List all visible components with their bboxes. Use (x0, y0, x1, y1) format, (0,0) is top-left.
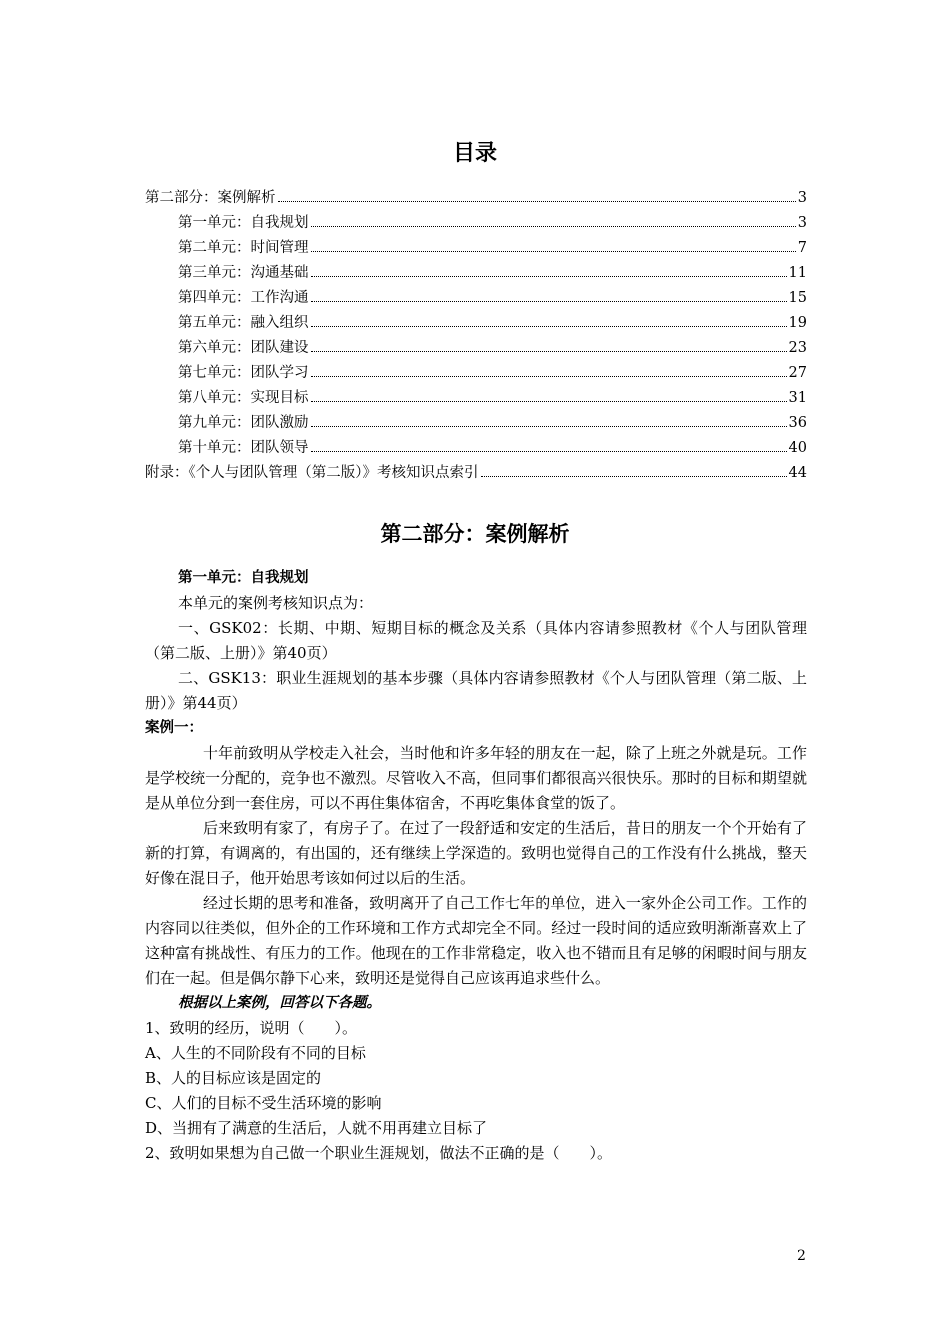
toc-entry[interactable]: 第六单元：团队建设 23 (145, 326, 807, 351)
toc-entry[interactable]: 第二单元：时间管理 7 (145, 226, 807, 251)
toc-leader-dots (311, 326, 787, 352)
knowledge-point: 二、GSK13：职业生涯规划的基本步骤（具体内容请参照教材《个人与团队管理（第二版、上册）》第44页） (145, 669, 807, 712)
section-body (145, 566, 807, 1166)
case-paragraph: 后来致明有家了，有房子了。在过了一段舒适和安定的生活后，昔日的朋友一个个开始有了新的打算，有调离的，有出国的，还有继续上学深造的。致明也觉得自己的工作没有什么挑战，整天好像在混日子，他开始思考该如何过以后的生活。 (145, 819, 807, 887)
toc-leader-dots (311, 251, 787, 277)
knowledge-point: 一、GSK02：长期、中期、短期目标的概念及关系（具体内容请参照教材《个人与团队管理（第二版、上册）》第40页） (145, 619, 807, 662)
toc-entry[interactable]: 第九单元：团队激励 36 (145, 401, 807, 426)
toc-entry[interactable]: 第五单元：融入组织 19 (145, 301, 807, 326)
answer-option: B、人的目标应该是固定的 (145, 1069, 322, 1087)
answer-option: D、当拥有了满意的生活后，人就不用再建立目标了 (145, 1119, 488, 1137)
instruction-text: 根据以上案例，回答以下各题。 (178, 995, 381, 1011)
toc-leader-dots (311, 401, 787, 427)
toc-entry[interactable]: 第八单元：实现目标 31 (145, 376, 807, 401)
question: 1、致明的经历，说明（ ）。 (145, 1019, 358, 1037)
intro-text: 本单元的案例考核知识点为： (178, 594, 374, 612)
section-title: 第二部分：案例解析 (380, 522, 570, 546)
page-number: 2 (797, 1248, 806, 1264)
toc-title: 目录 (452, 141, 497, 166)
case-label: 案例一： (145, 720, 203, 736)
answer-option: C、人们的目标不受生活环境的影响 (145, 1094, 382, 1112)
toc-entry[interactable]: 第一单元：自我规划 3 (145, 201, 807, 226)
toc-entry[interactable]: 第七单元：团队学习 27 (145, 351, 807, 376)
toc-leader-dots (311, 301, 787, 327)
toc-leader-dots (311, 376, 787, 402)
question: 2、致明如果想为自己做一个职业生涯规划，做法不正确的是（ ）。 (145, 1144, 613, 1162)
toc-entry[interactable]: 第二部分：案例解析 3 (145, 176, 807, 201)
answer-option: A、人生的不同阶段有不同的目标 (145, 1044, 366, 1062)
toc-leader-dots (311, 276, 787, 302)
unit-title: 第一单元：自我规划 (178, 570, 309, 586)
toc-leader-dots (311, 201, 796, 227)
toc-entry[interactable]: 第三单元：沟通基础 11 (145, 251, 807, 276)
case-paragraph: 经过长期的思考和准备，致明离开了自己工作七年的单位，进入一家外企公司工作。工作的内容同以往类似，但外企的工作环境和工作方式却完全不同。经过一段时间的适应致明渐渐喜欢上了这种富有挑战性、有压力的工作。他现在的工作非常稳定，收入也不错而且有足够的闲暇时间与朋友们在一起。但是偶尔静下心来，致明还是觉得自己应该再追求些什么。 (145, 894, 807, 987)
toc-entry[interactable]: 附录：《个人与团队管理（第二版）》考核知识点索引 44 (145, 451, 807, 476)
toc-leader-dots (311, 351, 787, 377)
table-of-contents (145, 176, 807, 481)
toc-entry[interactable]: 第四单元：工作沟通 15 (145, 276, 807, 301)
toc-entry[interactable]: 第十单元：团队领导 40 (145, 426, 807, 451)
toc-leader-dots (311, 226, 796, 252)
case-paragraph: 十年前致明从学校走入社会，当时他和许多年轻的朋友在一起，除了上班之外就是玩。工作是学校统一分配的，竞争也不激烈。尽管收入不高，但同事们都很高兴很快乐。那时的目标和期望就是从单位分到一套住房，可以不再住集体宿舍，不再吃集体食堂的饭了。 (145, 744, 807, 812)
toc-leader-dots (481, 451, 787, 477)
toc-leader-dots (278, 176, 796, 202)
toc-leader-dots (311, 426, 787, 452)
